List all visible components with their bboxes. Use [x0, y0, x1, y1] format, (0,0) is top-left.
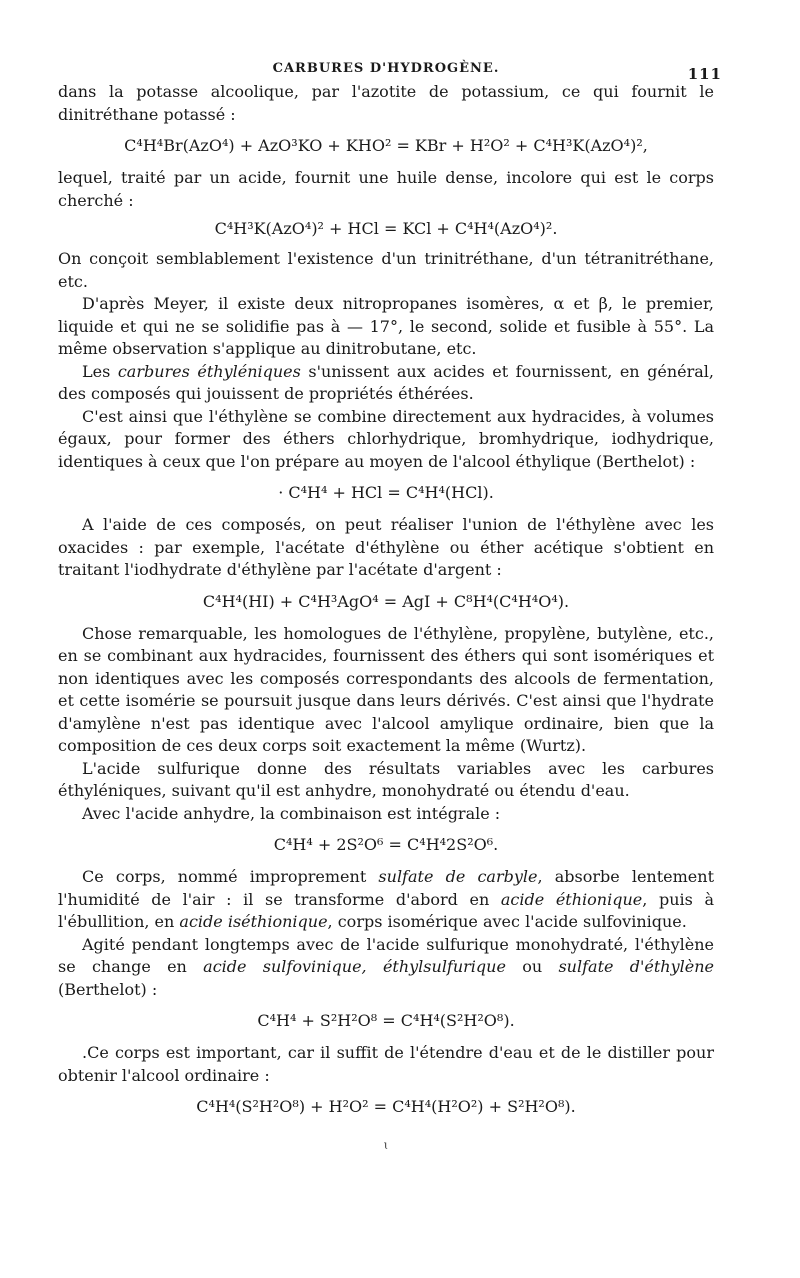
- paragraph: D'après Meyer, il existe deux nitropropanes isomères, α et β, le premier, liquide et qui ne se solidifie pas à — 17°, le second, solide et fusible à 55°. La même observation s'applique au dinitrobutane, etc.: [58, 294, 714, 358]
- italic-term: sulfate de carbyle: [378, 867, 538, 886]
- paragraph: Avec l'acide anhydre, la combinaison est intégrale :: [82, 803, 501, 823]
- text-run: , puis à l'ébullition, en: [58, 889, 714, 931]
- text-run: , corps isomérique avec l'acide sulfovinique.: [327, 912, 687, 931]
- paragraph: lequel, traité par un acide, fournit une huile dense, incolore qui est le corps cherché :: [58, 168, 714, 210]
- italic-term: acide éthionique: [500, 889, 643, 909]
- italic-term: carbures éthyléniques: [117, 361, 301, 381]
- page-number: 111: [687, 65, 722, 83]
- running-header: [58, 55, 722, 83]
- paragraph: A l'aide de ces composés, on peut réaliser l'union de l'éthylène avec les oxacides : par exemple, l'acétate d'éthylène ou éther acétique s'obtient en traitant l'iodhydrate d'éthylène par l'acétate d'argent :: [58, 515, 714, 579]
- italic-term: sulfate d'éthylène: [558, 957, 714, 976]
- body-text: [58, 81, 714, 1157]
- formula: C⁴H⁴Br(AzO⁴) + AzO³KO + KHO² = KBr + H²O² + C⁴H³K(AzO⁴)²,: [124, 136, 648, 155]
- paragraph: dans la potasse alcoolique, par l'azotite de potassium, ce qui fournit le dinitréthane potassé :: [58, 82, 714, 124]
- paragraph: C'est ainsi que l'éthylène se combine directement aux hydracides, à volumes égaux, pour former des éthers chlorhydrique, bromhydrique, iodhydrique, identiques à ceux que l'on prépare au moyen de l'alcool éthylique (Berthelot) :: [58, 406, 714, 471]
- chapter-title: CARBURES D'HYDROGÈNE.: [272, 61, 500, 76]
- paragraph: L'acide sulfurique donne des résultats variables avec les carbures éthyléniques, suivant qu'il est anhydre, monohydraté ou étendu d'eau.: [58, 758, 714, 800]
- formula: · C⁴H⁴ + HCl = C⁴H⁴(HCl).: [278, 483, 494, 502]
- formula: C⁴H⁴(HI) + C⁴H³AgO⁴ = AgI + C⁸H⁴(C⁴H⁴O⁴).: [202, 591, 570, 611]
- text-run: (Berthelot) :: [58, 979, 158, 999]
- paragraph: .Ce corps est important, car il suffit de l'étendre d'eau et de le distiller pour obtenir l'alcool ordinaire :: [58, 1043, 714, 1085]
- formula: C⁴H⁴(S²H²O⁸) + H²O² = C⁴H⁴(H²O²) + S²H²O⁸).: [196, 1097, 576, 1116]
- text-run: Les: [82, 361, 118, 381]
- paragraph: [58, 866, 714, 934]
- text-run: ou: [505, 957, 559, 976]
- italic-term: acide sulfovinique, éthylsulfurique: [203, 957, 506, 976]
- text-run: Agité pendant longtemps avec de l'acide sulfurique monohydraté, l'éthylène se change en: [58, 934, 714, 976]
- italic-term: acide iséthionique: [179, 912, 328, 931]
- paragraph: On conçoit semblablement l'existence d'un trinitréthane, d'un tétranitréthane, etc.: [58, 249, 714, 291]
- paragraph: [58, 934, 714, 1002]
- paragraph: [58, 361, 714, 406]
- formula: C⁴H³K(AzO⁴)² + HCl = KCl + C⁴H⁴(AzO⁴)².: [214, 219, 558, 238]
- text-run: , absorbe lentement l'humidité de l'air : il se transforme d'abord en: [58, 867, 714, 909]
- formula: C⁴H⁴ + S²H²O⁸ = C⁴H⁴(S²H²O⁸).: [257, 1011, 515, 1030]
- text-run: s'unissent aux acides et fournissent, en général, des composés qui jouissent de propriétés éthérées.: [58, 361, 715, 403]
- text-run: Ce corps, nommé improprement: [82, 867, 379, 886]
- formula: C⁴H⁴ + 2S²O⁶ = C⁴H⁴2S²O⁶.: [273, 835, 499, 854]
- printer-mark: ɩ: [383, 1138, 389, 1152]
- paragraph: Chose remarquable, les homologues de l'éthylène, propylène, butylène, etc., en se combinant aux hydracides, fournissent des éthers qui sont isomériques et non identiques avec les composés correspondants des alcools de fermentation, et cette isomérie se poursuit jusque dans leurs dérivés. C'est ainsi que l'hydrate d'amylène n'est pas identique avec l'alcool amylique ordinaire, bien que la composition de ces deux corps soit exactement la même (Wurtz).: [58, 623, 714, 755]
